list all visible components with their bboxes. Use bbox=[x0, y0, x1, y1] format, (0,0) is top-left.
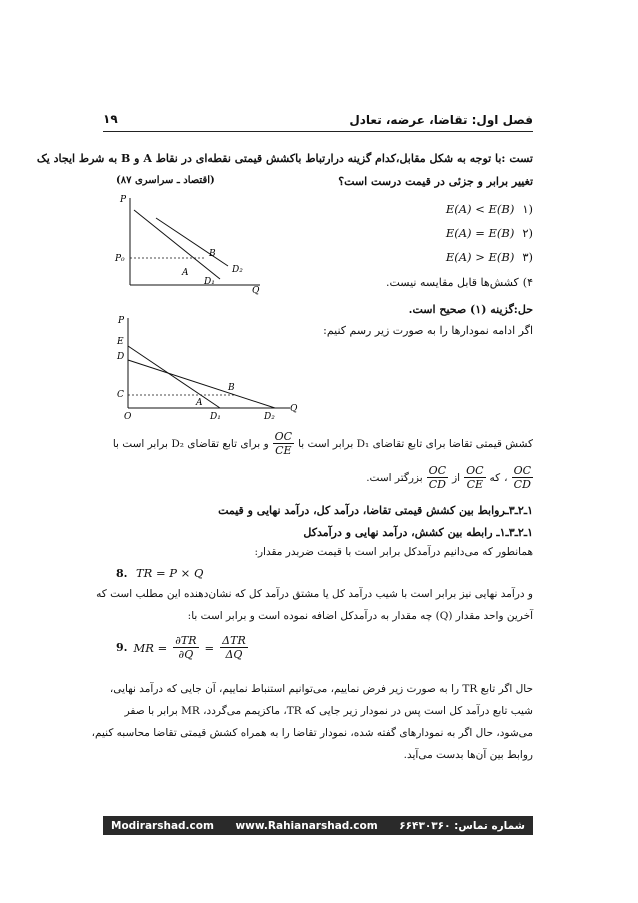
elasticity-part-3: که bbox=[489, 471, 501, 484]
question-source: (اقتصاد ـ سراسری ۸۷) bbox=[116, 175, 215, 186]
solution-intro: اگر ادامه نمودارها را به صورت زیر رسم کنیم: bbox=[323, 324, 533, 337]
fraction-oc-cd-2 bbox=[427, 464, 448, 491]
equation-8-number: 8. bbox=[116, 567, 128, 580]
elasticity-comma: ، bbox=[504, 471, 508, 484]
option-4 bbox=[386, 276, 533, 289]
option-2 bbox=[446, 226, 533, 240]
chart1-label-p0: P₀ bbox=[115, 254, 125, 264]
chart1-label-p: P bbox=[120, 195, 127, 205]
chart2-label-e: E bbox=[117, 337, 124, 347]
fraction-oc-cd-2-num: OC bbox=[428, 464, 447, 477]
fraction-oc-cd-1-num: OC bbox=[513, 464, 531, 477]
fraction-oc-ce-2-den: CE bbox=[466, 478, 484, 491]
footer-bar bbox=[103, 816, 533, 835]
section-heading: ۱ـ۲ـ۳ـروابط بین کشش قیمتی تقاضا، درآمد کل، درآمد نهایی و قیمت bbox=[218, 504, 533, 517]
chart2-label-a: A bbox=[196, 398, 203, 408]
fraction-oc-cd-2-den: CD bbox=[428, 478, 446, 491]
chart2-label-d: D bbox=[117, 352, 125, 362]
option-1-expr: E(A) < E(B) bbox=[445, 202, 515, 216]
section-paragraph-3-line-4: روابط بین آن‌ها بدست می‌آید. bbox=[403, 749, 533, 761]
chart1-label-q: Q bbox=[252, 286, 260, 296]
section-paragraph-3-line-1: حال اگر تابع TR را به صورت زیر فرض نماییم، می‌توانیم استنباط نماییم، آن جایی که درآمد نهایی، bbox=[109, 683, 533, 695]
equation-9-partial-num: ∂TR bbox=[175, 634, 197, 647]
fraction-oc-ce-2-num: OC bbox=[466, 464, 484, 477]
chart2-d1-line bbox=[128, 346, 220, 408]
solution-title: حل:گزینه (۱) صحیح است. bbox=[408, 303, 533, 316]
equation-9-fraction-delta bbox=[220, 634, 248, 661]
question-line-2: تغییر برابر و جزئی در قیمت درست است؟ bbox=[338, 175, 533, 188]
question-line-1: تست :با توجه به شکل مقابل،کدام گزینه درارتباط باکشش قیمتی نقطه‌ای در نقاط A و B به شرط ایجاد یک bbox=[36, 152, 533, 165]
page-number: ۱۹ bbox=[103, 112, 118, 126]
chart2-label-o: O bbox=[124, 412, 132, 422]
fraction-oc-ce-2 bbox=[464, 464, 485, 491]
chart2-label-d1: D₁ bbox=[210, 412, 221, 422]
option-4-num: ۴) bbox=[522, 276, 533, 289]
demand-chart-1 bbox=[112, 192, 272, 297]
option-2-num: ۲) bbox=[522, 226, 533, 240]
footer-phone: شماره تماس: ۶۶۴۳۰۳۶۰ bbox=[399, 819, 525, 832]
elasticity-line-2 bbox=[366, 464, 533, 491]
section-paragraph-1: همانطور که می‌دانیم درآمدکل برابر است با قیمت ضربدر مقدار: bbox=[254, 546, 533, 558]
chart1-label-d1: D₁ bbox=[204, 277, 215, 287]
chart1-label-d2: D₂ bbox=[232, 265, 243, 275]
equation-9-equals: = bbox=[204, 640, 215, 655]
section-paragraph-3-line-2: شیب تابع درآمد کل است پس در نمودار زیر جایی که TR، ماکزیمم می‌گردد، MR برابر با صفر bbox=[124, 705, 533, 717]
equation-9-number: 9. bbox=[116, 641, 128, 654]
chart1-label-a: A bbox=[182, 268, 189, 278]
option-3 bbox=[446, 250, 533, 264]
chapter-title: فصل اول: تقاضا، عرضه، تعادل bbox=[349, 113, 533, 127]
equation-9-delta-den: ΔQ bbox=[225, 648, 243, 661]
fraction-oc-ce-num: OC bbox=[274, 430, 293, 443]
demand-chart-2 bbox=[112, 310, 302, 425]
section-subheading: ۱ـ۲ـ۳ـ۱ـ رابطه بین کشش، درآمد نهایی و درآمدکل bbox=[303, 526, 533, 539]
elasticity-part-4: از bbox=[452, 471, 461, 484]
option-3-expr: E(A) > E(B) bbox=[445, 250, 515, 264]
section-paragraph-3-line-3: می‌شود، حال اگر به نمودارهای گفته شده، نمودار تقاضا را به همراه کشش قیمتی تقاضا محاسبه کنیم، bbox=[91, 727, 533, 739]
section-paragraph-2-line-2: آخرین واحد مقدار (Q) چه مقدار به درآمدکل اضافه نموده است و برابر است با: bbox=[187, 610, 533, 622]
fraction-oc-cd-1-den: CD bbox=[513, 478, 531, 491]
footer-brand[interactable]: Modirarshad.com bbox=[111, 819, 214, 832]
equation-9-partial-den: ∂Q bbox=[178, 648, 194, 661]
fraction-oc-ce bbox=[273, 430, 294, 457]
option-3-num: ۳) bbox=[522, 250, 533, 264]
chart2-label-p: P bbox=[118, 316, 125, 326]
section-paragraph-2-line-1: و درآمد نهایی نیز برابر است با شیب درآمد کل یا مشتق درآمد کل که نشان‌دهنده این مطلب است که bbox=[96, 588, 533, 600]
chart2-label-q: Q bbox=[290, 404, 298, 414]
option-4-text: کشش‌ها قابل مقایسه نیست. bbox=[385, 276, 519, 289]
option-1 bbox=[446, 202, 533, 216]
chart1-d2-line bbox=[156, 218, 228, 266]
equation-9 bbox=[116, 634, 248, 661]
equation-9-delta-num: ΔTR bbox=[222, 634, 246, 647]
chart2-label-b: B bbox=[228, 383, 235, 393]
chart1-d1-line bbox=[134, 210, 220, 279]
chart2-label-d2: D₂ bbox=[264, 412, 275, 422]
fraction-oc-ce-den: CE bbox=[275, 444, 292, 457]
chart2-label-c: C bbox=[117, 390, 124, 400]
fraction-oc-cd-1 bbox=[512, 464, 533, 491]
equation-8: TR = P × Q bbox=[136, 566, 204, 580]
elasticity-part-5: بزرگتر است. bbox=[366, 471, 423, 484]
chart1-label-b: B bbox=[209, 249, 216, 259]
option-2-expr: E(A) = E(B) bbox=[445, 226, 515, 240]
elasticity-line-1 bbox=[103, 430, 533, 457]
elasticity-part-1: کشش قیمتی تقاضا برای تابع تقاضای D₁ برابر است با bbox=[298, 437, 533, 450]
header-rule bbox=[103, 131, 533, 132]
footer-site[interactable]: www.Rahianarshad.com bbox=[235, 819, 378, 832]
equation-9-lhs: MR = bbox=[133, 640, 168, 655]
equation-9-fraction-partial bbox=[173, 634, 198, 661]
option-1-num: ۱) bbox=[522, 202, 533, 216]
elasticity-part-2: و برای تابع تقاضای D₂ برابر است با bbox=[112, 437, 269, 450]
